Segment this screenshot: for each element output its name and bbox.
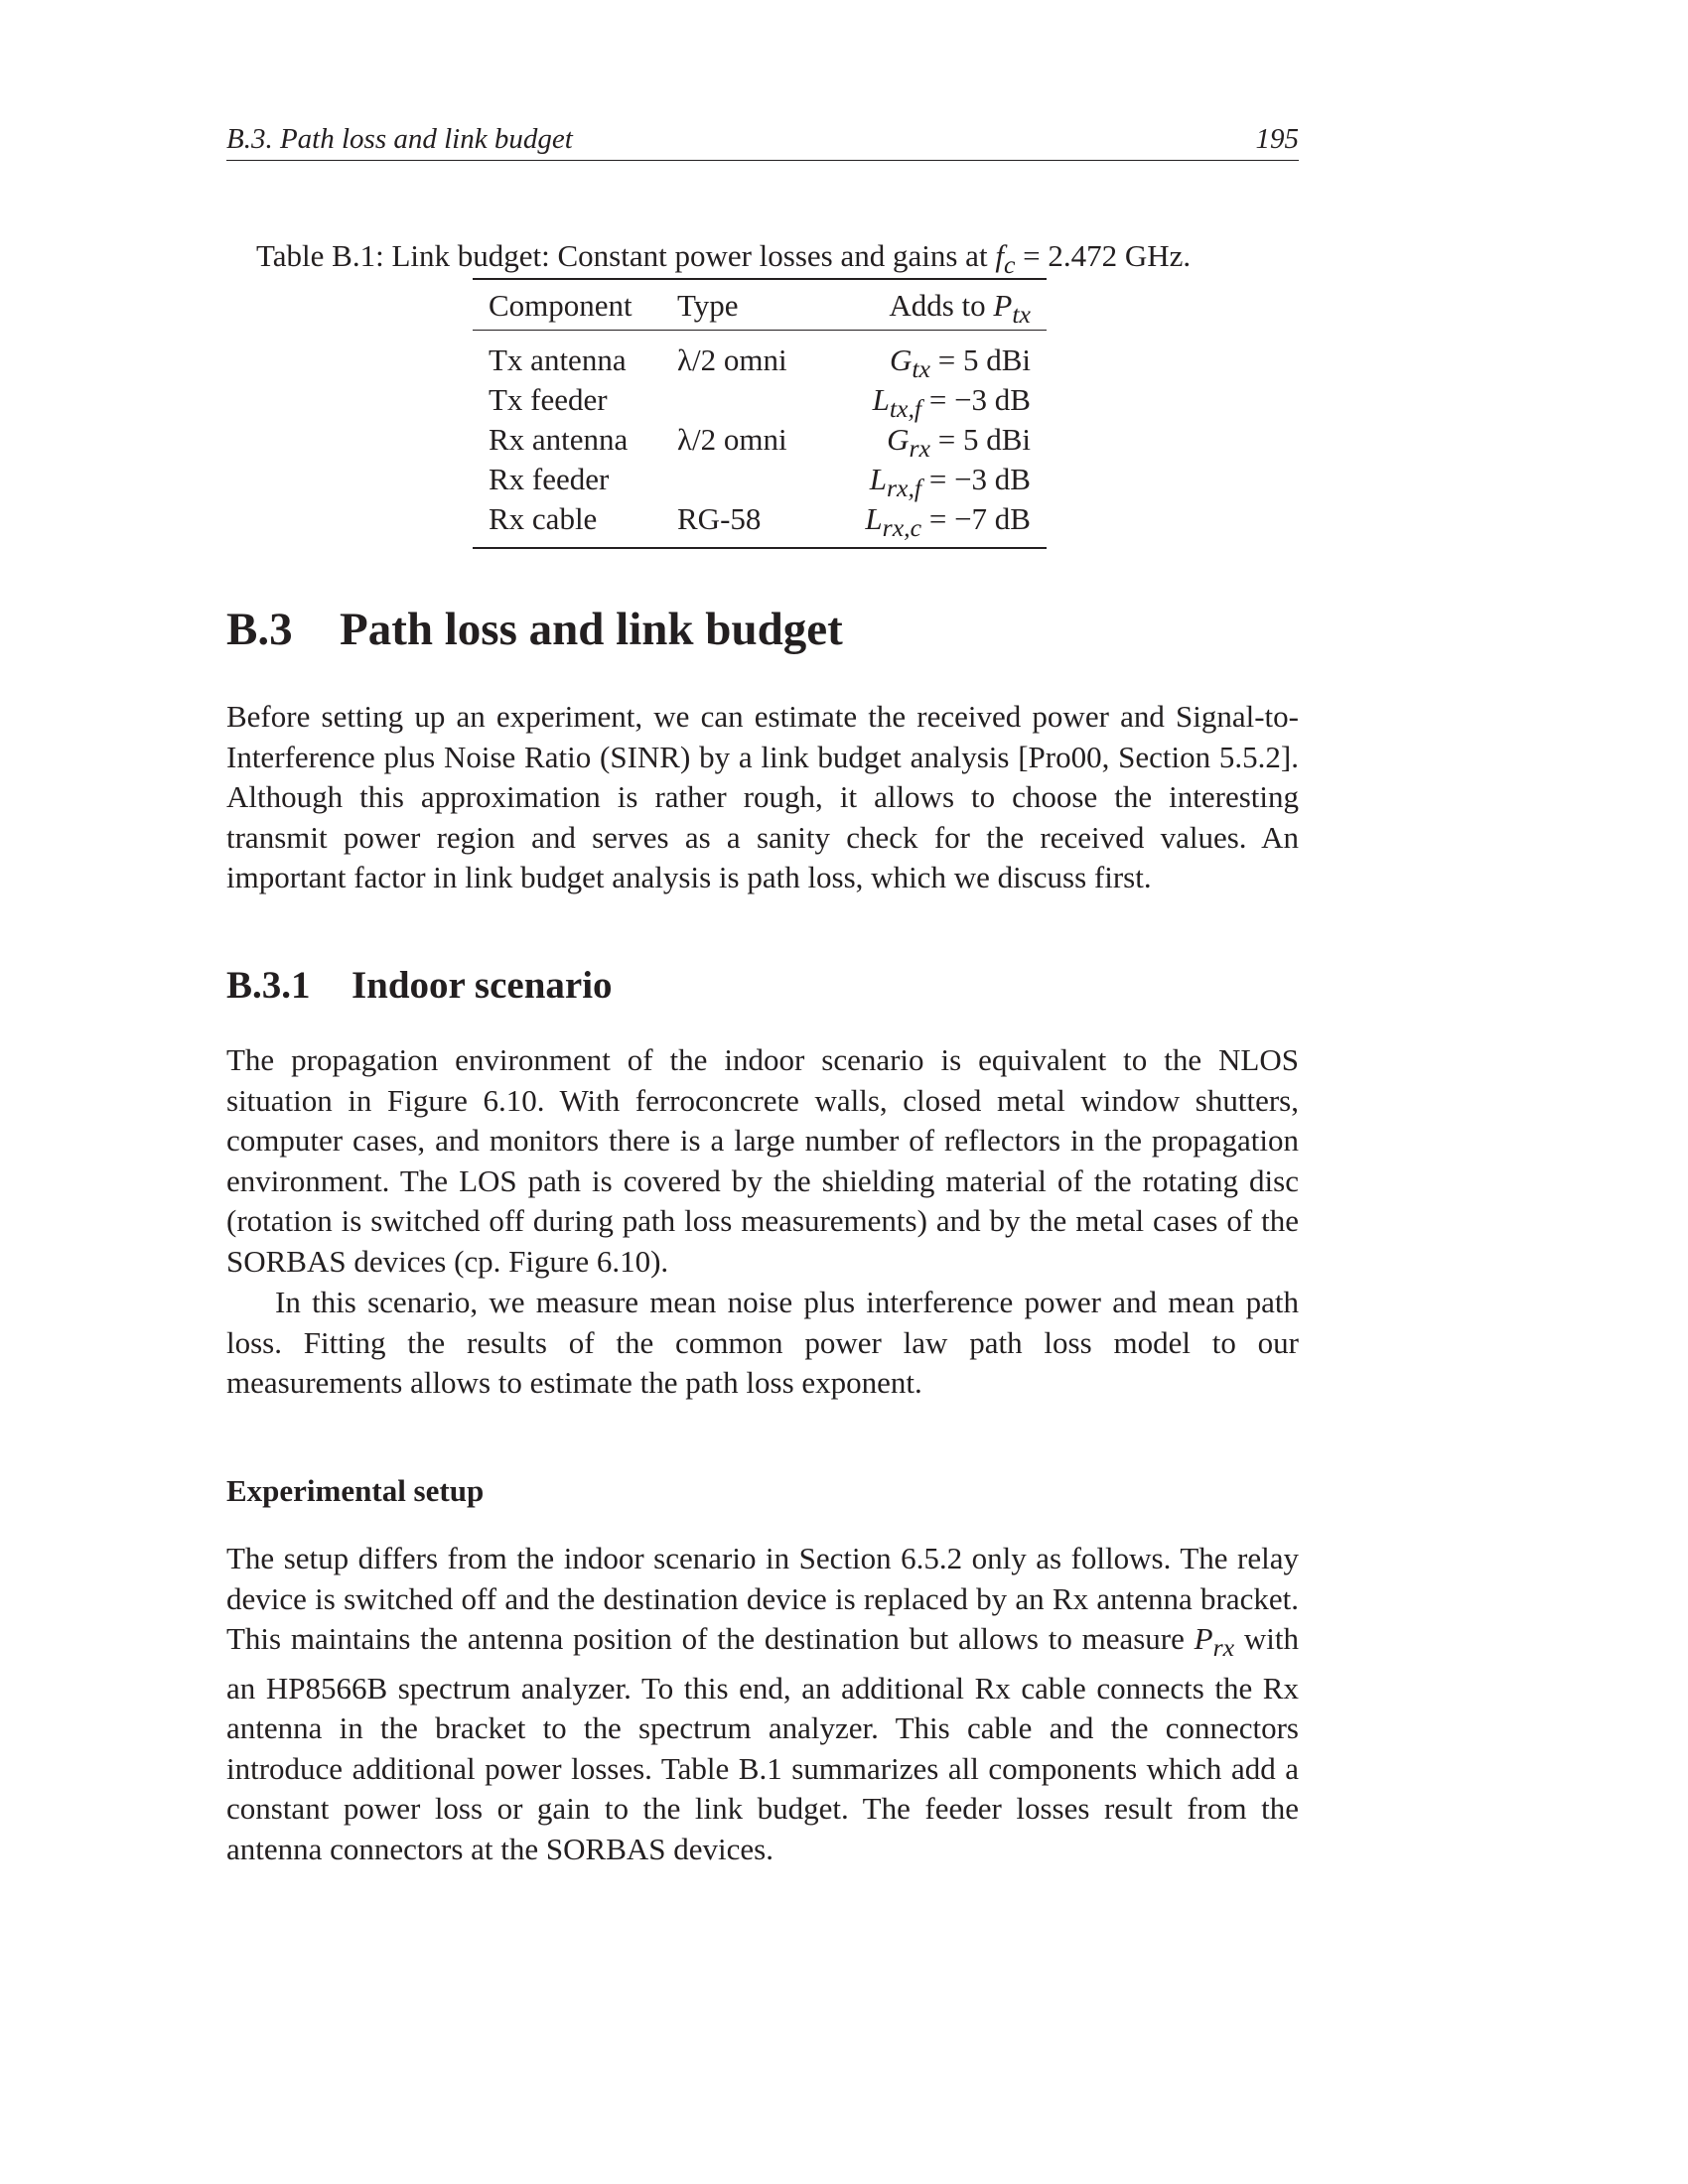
cell-sub: tx — [912, 354, 930, 384]
cell-adds — [841, 499, 1047, 543]
setup-var-sub: rx — [1212, 1633, 1235, 1663]
section-heading — [226, 600, 843, 659]
table-header-row — [473, 280, 1047, 330]
cell-sub: rx,f — [886, 474, 922, 503]
cell-value: = 5 dBi — [929, 342, 1031, 377]
caption-text: Table B.1: Link budget: Constant power losses and gains at — [256, 238, 996, 273]
table-row — [473, 380, 1047, 424]
subsection-heading — [226, 961, 613, 1011]
header-adds-var: P — [993, 288, 1013, 323]
cell-value: = −3 dB — [921, 462, 1031, 496]
cell-sub: tx,f — [889, 394, 922, 424]
cell-component: Rx antenna — [489, 422, 629, 457]
setup-text-before: The setup differs from the indoor scenario in Section 6.5.2 only as follows. The relay device is switched off and the destination device is replaced by an Rx antenna bracket. This maintains the antenna position of the destination but allows to measure — [226, 1541, 1299, 1656]
header-component: Component — [489, 288, 633, 323]
cell-var: G — [887, 422, 910, 457]
cell-value: = 5 dBi — [929, 422, 1031, 457]
cell-adds — [841, 341, 1047, 384]
cell-adds — [841, 420, 1047, 464]
setup-var: P — [1194, 1621, 1213, 1656]
cell-type — [677, 460, 841, 499]
subsection-title: Indoor scenario — [352, 964, 613, 1007]
table-row — [473, 460, 1047, 503]
header-adds-prefix: Adds to — [889, 288, 994, 323]
cell-var: L — [865, 501, 883, 536]
indoor-paragraph-1: The propagation environment of the indoor scenario is equivalent to the NLOS situation in Figure 6.10. With ferroconcrete walls, closed metal window shutters, computer cases, and monitors there is a large number of reflectors in the propagation environment. The LOS path is covered by the shielding material of the rotating disc (rotation is switched off during path loss measurements) and by the metal cases of the SORBAS devices (cp. Figure 6.10). — [226, 1042, 1299, 1279]
table-row — [473, 499, 1047, 543]
header-adds-sub: tx — [1012, 300, 1031, 330]
link-budget-table — [473, 278, 1047, 549]
cell-component: Rx feeder — [489, 462, 610, 496]
cell-type: λ/2 omni — [677, 422, 787, 457]
section-title: Path loss and link budget — [340, 604, 843, 655]
cell-adds — [841, 460, 1047, 503]
table-body — [473, 331, 1047, 547]
page-number: 195 — [1255, 123, 1299, 155]
cell-sub: rx — [909, 434, 930, 464]
cell-component: Tx antenna — [489, 342, 627, 377]
cell-component: Tx feeder — [489, 382, 608, 417]
cell-value: = −3 dB — [921, 382, 1031, 417]
caption-value: = 2.472 GHz. — [1015, 238, 1192, 273]
subsection-number: B.3.1 — [226, 964, 311, 1007]
cell-type — [677, 380, 841, 420]
indoor-paragraph-2: In this scenario, we measure mean noise plus interference power and mean path loss. Fitting the results of the common power law path loss model to our measurements allows to estimate the path loss exponent. — [226, 1285, 1299, 1400]
section-number: B.3 — [226, 604, 293, 655]
header-adds-to — [841, 280, 1047, 330]
running-title: B.3. Path loss and link budget — [226, 123, 573, 155]
cell-var: L — [869, 462, 887, 496]
cell-var: L — [872, 382, 890, 417]
cell-component: Rx cable — [489, 501, 598, 536]
cell-value: = −7 dB — [921, 501, 1031, 536]
experimental-setup-paragraph — [226, 1539, 1299, 1869]
experimental-setup-heading: Experimental setup — [226, 1473, 485, 1508]
cell-type: λ/2 omni — [677, 342, 787, 377]
caption-subscript: c — [1003, 250, 1016, 280]
table-row — [473, 420, 1047, 464]
cell-type: RG-58 — [677, 501, 762, 536]
cell-sub: rx,c — [882, 513, 922, 543]
section-intro-paragraph: Before setting up an experiment, we can estimate the received power and Signal-to-Interference plus Noise Ratio (SINR) by a link budget analysis [Pro00, Section 5.5.2]. Although this approximation is rather rough, it allows to choose the interesting transmit power region and serves as a sanity check for the received values. An important factor in link budget analysis is path loss, which we discuss first. — [226, 699, 1299, 894]
caption-variable: f — [995, 238, 1004, 273]
cell-var: G — [889, 342, 913, 377]
header-type: Type — [677, 288, 739, 323]
running-header — [226, 121, 1299, 161]
table-bottom-rule — [473, 547, 1047, 549]
cell-adds — [841, 380, 1047, 424]
setup-text-after: with an HP8566B spectrum analyzer. To this end, an additional Rx cable connects the Rx antenna in the bracket to the spectrum analyzer. This cable and the connectors introduce additional power losses. Table B.1 summarizes all components which add a constant power loss or gain to the link budget. The feeder losses result from the antenna connectors at the SORBAS devices. — [226, 1621, 1299, 1866]
table-row — [473, 341, 1047, 384]
